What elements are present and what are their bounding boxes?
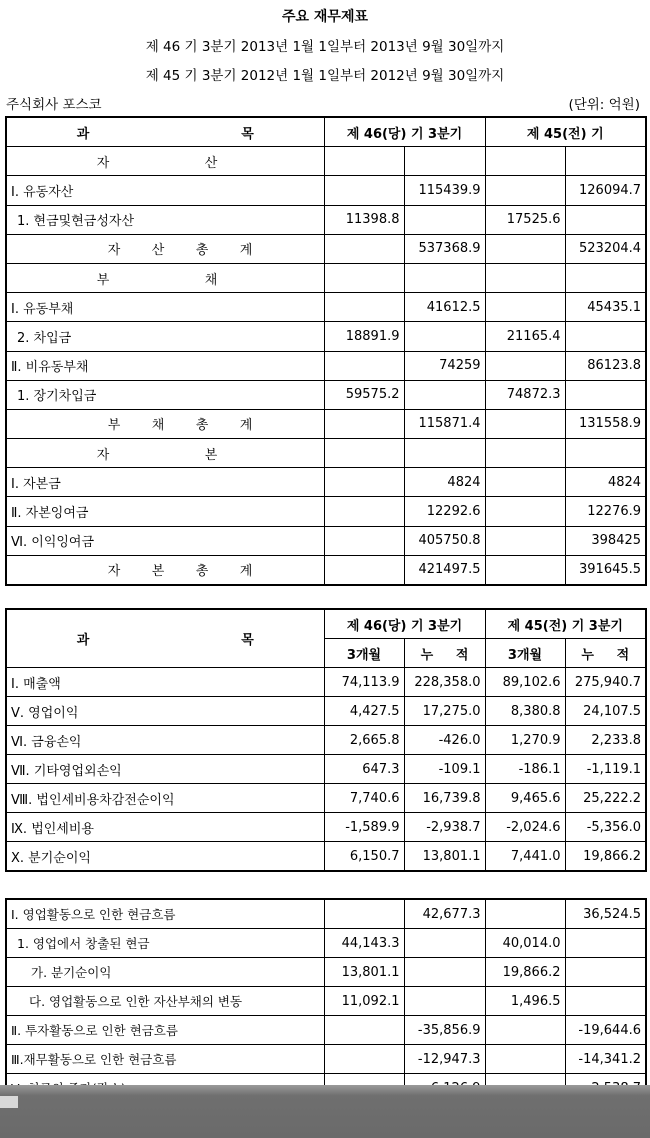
cell-value: [324, 899, 404, 929]
cell-value: [565, 987, 646, 1016]
table-row: [6, 497, 646, 526]
cell-value: 1,496.5: [485, 987, 565, 1016]
row-label: Ⅰ. 유동자산: [6, 176, 324, 205]
cell-value: 421497.5: [404, 555, 485, 585]
cell-value: 2,233.8: [565, 726, 646, 755]
section-label: [6, 439, 324, 468]
section-char: 자: [96, 447, 110, 463]
table-row: [6, 755, 646, 784]
period-current: 제 46 기 3분기 2013년 1월 1일부터 2013년 9월 30일까지: [145, 39, 505, 55]
table-row: [6, 205, 646, 234]
table-row: [6, 468, 646, 497]
subject-header-b: 목: [241, 633, 254, 648]
table-row: [6, 929, 646, 958]
cell-value: 40,014.0: [485, 929, 565, 958]
cell-value: 4,427.5: [324, 697, 404, 726]
total-char: 계: [239, 418, 253, 434]
cell-value: 1,270.9: [485, 726, 565, 755]
section-label: [6, 147, 324, 176]
cell-value: [324, 234, 404, 263]
cell-value: [565, 929, 646, 958]
col-cumulative: [565, 639, 646, 668]
row-label: Ⅹ. 분기순이익: [6, 842, 324, 872]
cell-value: 36,524.5: [565, 899, 646, 929]
income-rows: [6, 668, 646, 872]
cell-value: [485, 234, 565, 263]
cell-value: [324, 468, 404, 497]
row-label: Ⅵ. 금융손익: [6, 726, 324, 755]
cell-value: 13,801.1: [404, 842, 485, 872]
cell-value: 398425: [565, 526, 646, 555]
cell-value: 19,866.2: [565, 842, 646, 872]
subject-header: [6, 117, 324, 147]
cell-value: [324, 555, 404, 585]
cell-value: 7,740.6: [324, 784, 404, 813]
cell-value: [404, 205, 485, 234]
table-row: [6, 1045, 646, 1074]
section-equity: [6, 439, 646, 468]
cell-value: [485, 497, 565, 526]
balance-header-row: [6, 117, 646, 147]
total-char: 계: [239, 243, 253, 259]
cell-value: [485, 468, 565, 497]
total-label: [6, 409, 324, 438]
row-label: Ⅲ.재무활동으로 인한 현금흐름: [6, 1045, 324, 1074]
row-label: Ⅶ. 기타영업외손익: [6, 755, 324, 784]
cell-value: 89,102.6: [485, 668, 565, 697]
total-equity-row: [6, 555, 646, 585]
row-label: Ⅴ. 영업이익: [6, 697, 324, 726]
row-label: 1. 장기차입금: [6, 380, 324, 409]
cell-value: -12,947.3: [404, 1045, 485, 1074]
prior-period-header: 제 45(전) 기: [485, 117, 646, 147]
total-char: 채: [151, 418, 165, 434]
cell-value: 12276.9: [565, 497, 646, 526]
row-label: 2. 차입금: [6, 322, 324, 351]
income-statement-table: [5, 608, 647, 872]
cell-value: [324, 351, 404, 380]
row-label: 1. 영업에서 창출된 현금: [6, 929, 324, 958]
cell-value: 228,358.0: [404, 668, 485, 697]
cell-value: 59575.2: [324, 380, 404, 409]
section-char: 채: [204, 272, 218, 288]
cum-a: 누: [581, 647, 594, 663]
row-label: Ⅱ. 투자활동으로 인한 현금흐름: [6, 1016, 324, 1045]
cell-value: [485, 409, 565, 438]
cell-value: 11,092.1: [324, 987, 404, 1016]
cell-value: [565, 380, 646, 409]
cell-value: [565, 205, 646, 234]
cell-value: 12292.6: [404, 497, 485, 526]
cell-value: 19,866.2: [485, 958, 565, 987]
table-row: [6, 293, 646, 322]
col-3month: 3개월: [485, 639, 565, 668]
total-liabilities-row: [6, 409, 646, 438]
cell-value: 4824: [404, 468, 485, 497]
cell-value: [324, 526, 404, 555]
subject-header-a: 과: [76, 126, 90, 142]
cell-value: -109.1: [404, 755, 485, 784]
cash-flow-table: [5, 898, 647, 1104]
cell-value: 86123.8: [565, 351, 646, 380]
cell-value: [404, 322, 485, 351]
cell-value: 405750.8: [404, 526, 485, 555]
cell-value: [485, 526, 565, 555]
cell-value: -1,119.1: [565, 755, 646, 784]
cell-value: 523204.4: [565, 234, 646, 263]
table-row: [6, 380, 646, 409]
section-char: 부: [96, 272, 110, 288]
table-row: [6, 351, 646, 380]
cell-value: 25,222.2: [565, 784, 646, 813]
cell-value: 537368.9: [404, 234, 485, 263]
row-label: Ⅰ. 유동부채: [6, 293, 324, 322]
total-char: 총: [195, 564, 209, 580]
total-char: 부: [107, 418, 121, 434]
subject-header-b: 목: [241, 126, 254, 142]
col-3month: 3개월: [324, 639, 404, 668]
bottom-overlay-tab: [0, 1096, 18, 1108]
cell-value: [485, 1045, 565, 1074]
table-row: [6, 987, 646, 1016]
row-label: Ⅰ. 매출액: [6, 668, 324, 697]
cum-a: 누: [420, 647, 434, 663]
subject-header: [6, 609, 324, 668]
cum-b: 적: [616, 647, 630, 663]
cell-value: -186.1: [485, 755, 565, 784]
total-char: 자: [107, 243, 121, 259]
row-label: Ⅸ. 법인세비용: [6, 813, 324, 842]
period-prior: 제 45 기 3분기 2012년 1월 1일부터 2012년 9월 30일까지: [145, 68, 505, 84]
cell-value: 18891.9: [324, 322, 404, 351]
cell-value: 42,677.3: [404, 899, 485, 929]
cell-value: 115439.9: [404, 176, 485, 205]
prior-period-header: 제 45(전) 기 3분기: [485, 609, 646, 639]
table-row: [6, 322, 646, 351]
total-label: [6, 555, 324, 585]
cell-value: 4824: [565, 468, 646, 497]
cell-value: -5,356.0: [565, 813, 646, 842]
row-label: Ⅰ. 영업활동으로 인한 현금흐름: [6, 899, 324, 929]
cell-value: [485, 555, 565, 585]
cell-value: 21165.4: [485, 322, 565, 351]
section-label: [6, 263, 324, 292]
cell-value: 24,107.5: [565, 697, 646, 726]
current-period-header: 제 46(당) 기 3분기: [324, 609, 485, 639]
cell-value: 16,739.8: [404, 784, 485, 813]
cell-value: [324, 293, 404, 322]
cell-value: 275,940.7: [565, 668, 646, 697]
cell-value: [485, 899, 565, 929]
cell-value: 17,275.0: [404, 697, 485, 726]
section-char: 자: [96, 155, 110, 171]
table-row: [6, 668, 646, 697]
total-assets-row: [6, 234, 646, 263]
cell-value: -35,856.9: [404, 1016, 485, 1045]
cell-value: [485, 351, 565, 380]
cell-value: -1,589.9: [324, 813, 404, 842]
total-char: 자: [107, 564, 121, 580]
cum-b: 적: [455, 647, 469, 663]
cell-value: 131558.9: [565, 409, 646, 438]
cell-value: 115871.4: [404, 409, 485, 438]
table-row: [6, 726, 646, 755]
company-name: 주식회사 포스코: [6, 97, 102, 113]
cell-value: -2,938.7: [404, 813, 485, 842]
table-row: [6, 697, 646, 726]
table-row: [6, 526, 646, 555]
section-assets: [6, 147, 646, 176]
cell-value: 74259: [404, 351, 485, 380]
cell-value: 13,801.1: [324, 958, 404, 987]
cell-value: 6,150.7: [324, 842, 404, 872]
total-char: 계: [239, 564, 253, 580]
cell-value: 7,441.0: [485, 842, 565, 872]
total-char: 본: [151, 564, 165, 580]
cell-value: [485, 176, 565, 205]
cell-value: 74872.3: [485, 380, 565, 409]
cell-value: 11398.8: [324, 205, 404, 234]
cell-value: [324, 1045, 404, 1074]
cell-value: [485, 1016, 565, 1045]
cell-value: [485, 293, 565, 322]
subject-header-a: 과: [76, 633, 90, 648]
cell-value: -19,644.6: [565, 1016, 646, 1045]
cell-value: 45435.1: [565, 293, 646, 322]
cell-value: 391645.5: [565, 555, 646, 585]
col-cumulative: [404, 639, 485, 668]
table-row: [6, 176, 646, 205]
table-row: [6, 813, 646, 842]
table-row: [6, 1016, 646, 1045]
cell-value: 17525.6: [485, 205, 565, 234]
cell-value: 44,143.3: [324, 929, 404, 958]
cell-value: [404, 987, 485, 1016]
row-label: Ⅷ. 법인세비용차감전순이익: [6, 784, 324, 813]
row-label: 다. 영업활동으로 인한 자산부채의 변동: [6, 987, 324, 1016]
unit-label: (단위: 억원): [568, 97, 640, 113]
section-char: 본: [204, 447, 218, 463]
cell-value: [324, 409, 404, 438]
row-label: 1. 현금및현금성자산: [6, 205, 324, 234]
table-row: [6, 958, 646, 987]
cash-flow-rows: [6, 899, 646, 1103]
table-row: [6, 842, 646, 872]
table-row: [6, 899, 646, 929]
cell-value: 2,665.8: [324, 726, 404, 755]
balance-sheet-table: [5, 116, 647, 586]
row-label: Ⅱ. 비유동부채: [6, 351, 324, 380]
cell-value: 8,380.8: [485, 697, 565, 726]
page-title: 주요 재무제표: [281, 9, 369, 25]
row-label: Ⅵ. 이익잉여금: [6, 526, 324, 555]
cell-value: [565, 958, 646, 987]
cell-value: 126094.7: [565, 176, 646, 205]
cell-value: -2,024.6: [485, 813, 565, 842]
cell-value: [404, 958, 485, 987]
table-row: [6, 784, 646, 813]
cell-value: [324, 176, 404, 205]
cell-value: 9,465.6: [485, 784, 565, 813]
row-label: Ⅱ. 자본잉여금: [6, 497, 324, 526]
cell-value: -14,341.2: [565, 1045, 646, 1074]
cell-value: 41612.5: [404, 293, 485, 322]
income-header-row: [6, 609, 646, 639]
cell-value: [404, 929, 485, 958]
section-liabilities: [6, 263, 646, 292]
total-label: [6, 234, 324, 263]
cell-value: -426.0: [404, 726, 485, 755]
current-period-header: 제 46(당) 기 3분기: [324, 117, 485, 147]
total-char: 총: [195, 418, 209, 434]
total-char: 산: [151, 243, 165, 259]
row-label: Ⅰ. 자본금: [6, 468, 324, 497]
bottom-overlay: [0, 1085, 650, 1138]
section-char: 산: [204, 155, 218, 171]
cell-value: [404, 380, 485, 409]
cell-value: [324, 497, 404, 526]
cell-value: 74,113.9: [324, 668, 404, 697]
total-char: 총: [195, 243, 209, 259]
cell-value: [324, 1016, 404, 1045]
cell-value: 647.3: [324, 755, 404, 784]
cell-value: [565, 322, 646, 351]
row-label: 가. 분기순이익: [6, 958, 324, 987]
